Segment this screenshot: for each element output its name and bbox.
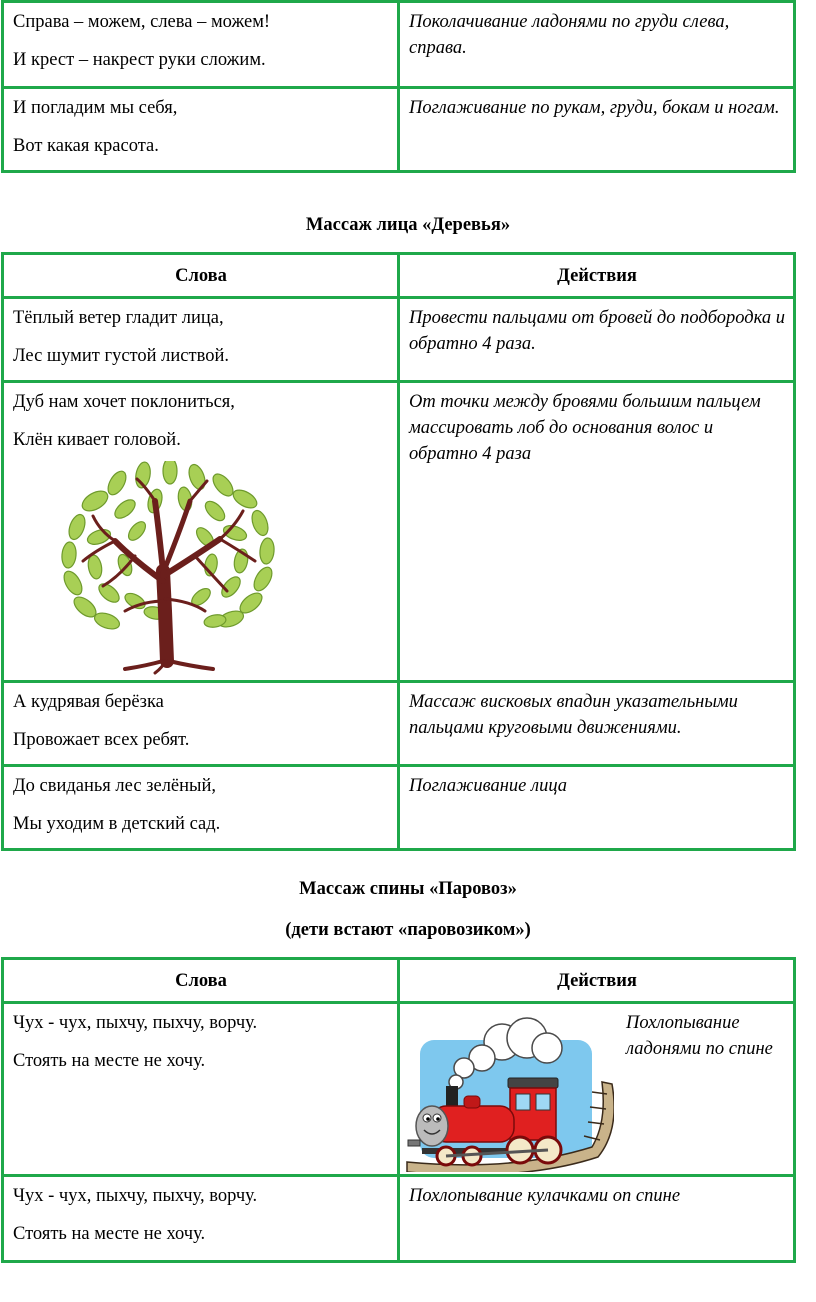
words-cell: [3, 88, 399, 172]
poem-table-1: [1, 0, 796, 173]
verse-line: Стоять на месте не хочу.: [13, 1224, 206, 1244]
action-cell: Массаж висковых впадин указательными пальцами круговыми движениями.: [399, 682, 795, 766]
action-cell: Поглаживание лица: [399, 766, 795, 850]
verse-line: Вот какая красота.: [13, 136, 159, 156]
verse-line: Чух - чух, пыхчу, пыхчу, ворчу.: [13, 1186, 258, 1206]
verse-line: Клён кивает головой.: [13, 430, 181, 450]
verse-line: Лес шумит густой листвой.: [13, 346, 229, 366]
verse-line: Справа – можем, слева – можем!: [13, 12, 271, 32]
verse-line: Тёплый ветер гладит лица,: [13, 308, 224, 328]
verse-line: Стоять на месте не хочу.: [13, 1051, 206, 1071]
verse-line: Дуб нам хочет поклониться,: [13, 392, 235, 412]
action-cell: От точки между бровями большим пальцем массировать лоб до основания волос и обратно 4 раза: [399, 382, 795, 682]
column-header-actions: Действия: [399, 254, 795, 298]
words-cell: [3, 298, 399, 382]
column-header-actions: Действия: [399, 959, 795, 1003]
verse-line: И погладим мы себя,: [13, 98, 178, 118]
action-cell: Похлопывание кулачками оп спине: [399, 1176, 795, 1262]
action-cell: [399, 1003, 795, 1176]
column-header-words: Слова: [3, 254, 399, 298]
table-row: [3, 382, 795, 682]
table-header-row: [3, 959, 795, 1003]
verse-line: Мы уходим в детский сад.: [13, 814, 221, 834]
verse-line: Провожает всех ребят.: [13, 730, 190, 750]
action-cell: Поглаживание по рукам, груди, бокам и ногам.: [399, 88, 795, 172]
table-row: [3, 1176, 795, 1262]
action-text: Похлопывание ладонями по спине: [626, 1013, 773, 1059]
verse-line: А кудрявая берёзка: [13, 692, 164, 712]
words-cell: [3, 766, 399, 850]
table-row: [3, 2, 795, 88]
tree-illustration: [55, 461, 285, 676]
table-row: [3, 298, 795, 382]
table-row: [3, 88, 795, 172]
back-massage-table: [1, 957, 796, 1263]
words-cell: [3, 382, 399, 682]
table-header-row: [3, 254, 795, 298]
verse-line: До свиданья лес зелёный,: [13, 776, 216, 796]
words-cell: [3, 1003, 399, 1176]
steam-train-illustration: [402, 1012, 614, 1172]
words-cell: [3, 682, 399, 766]
table-row: [3, 766, 795, 850]
words-cell: [3, 2, 399, 88]
verse-line: Чух - чух, пыхчу, пыхчу, ворчу.: [13, 1013, 258, 1033]
words-cell: [3, 1176, 399, 1262]
table-row: [3, 1003, 795, 1176]
face-massage-table: [1, 252, 796, 851]
section-title: Массаж спины «Паровоз»: [299, 879, 517, 899]
action-cell: Поколачивание ладонями по груди слева, справа.: [399, 2, 795, 88]
section-title: Массаж лица «Деревья»: [305, 215, 511, 235]
table-row: [3, 682, 795, 766]
section-subtitle: (дети встают «паровозиком»): [285, 920, 531, 940]
column-header-words: Слова: [3, 959, 399, 1003]
action-cell: Провести пальцами от бровей до подбородка и обратно 4 раза.: [399, 298, 795, 382]
verse-line: И крест – накрест руки сложим.: [13, 50, 266, 70]
